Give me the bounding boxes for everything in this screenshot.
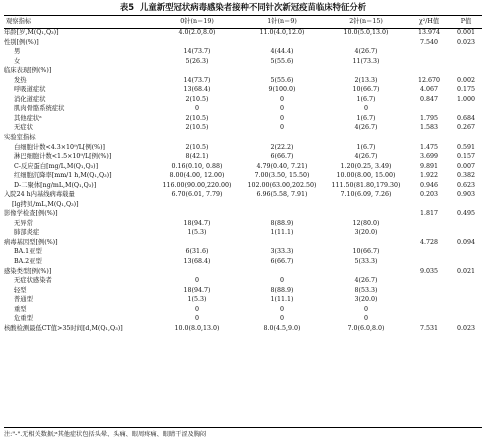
group-1-value: 6.96(5.58, 7.91) — [256, 191, 308, 199]
row-label: 消化道症状 — [14, 95, 46, 103]
p-value — [450, 295, 482, 305]
group-0-value: 0 — [194, 305, 199, 313]
p-value: 0.267 — [456, 124, 476, 132]
statistic-value — [408, 286, 450, 296]
table-row — [4, 123, 482, 133]
bottom-rule — [4, 427, 482, 428]
table-row — [4, 152, 482, 162]
p-value: 0.591 — [456, 143, 476, 151]
group-1-value: 9(100.0) — [268, 86, 296, 94]
group-1-value: 8(88.9) — [270, 219, 294, 227]
table-number: 表5 — [119, 2, 135, 12]
row-label-line-2: [lg拷贝/mL,M(Q₁,Q₃)] — [12, 200, 79, 208]
p-value — [450, 247, 482, 257]
statistic-value — [408, 305, 450, 315]
statistic-value — [408, 219, 450, 229]
table-row — [4, 190, 482, 209]
group-1-value: 4.79(0.40, 7.21) — [256, 162, 308, 170]
group-2-value: 10(66.7) — [352, 248, 380, 256]
group-1-value: 0 — [279, 95, 284, 103]
table-title: 儿童新型冠状病毒感染者接种不同针次新冠疫苗临床特征分析 — [140, 2, 367, 12]
statistic-value — [408, 104, 450, 114]
statistic-value — [408, 228, 450, 238]
group-2-value: 7.0(6.0,8.0) — [347, 324, 385, 332]
p-value — [450, 57, 482, 67]
table-body — [4, 28, 482, 333]
row-label: 无异常 — [14, 219, 33, 227]
p-value — [450, 219, 482, 229]
group-2-value: 1(6.7) — [356, 143, 376, 151]
p-value: 0.903 — [456, 191, 476, 199]
statistic-value — [408, 133, 450, 143]
group-0-value: 2(10.5) — [185, 114, 209, 122]
group-0-value: 2(10.5) — [185, 143, 209, 151]
group-1-value — [240, 238, 324, 248]
group-1-value: 8(88.9) — [270, 286, 294, 294]
row-label: BA.2亚型 — [14, 258, 42, 266]
p-value — [450, 47, 482, 57]
statistic-value: 0.847 — [419, 95, 439, 103]
p-value — [450, 276, 482, 286]
p-value: 0.007 — [456, 162, 476, 170]
p-value: 0.623 — [456, 181, 476, 189]
table-row — [4, 257, 482, 267]
group-0-value: 0 — [194, 277, 199, 285]
p-value — [450, 257, 482, 267]
statistic-value: 13.974 — [417, 29, 441, 36]
table-row — [4, 28, 482, 38]
group-1-value: 0 — [279, 315, 284, 323]
row-label: 肌肉骨骼系统症状 — [14, 105, 65, 113]
group-1-value: 7.00(3.50, 15.50) — [254, 172, 310, 180]
row-label — [4, 190, 154, 209]
group-2-value: 5(33.3) — [354, 258, 378, 266]
group-0-value — [154, 267, 240, 277]
group-2-value: 4(26.7) — [354, 277, 378, 285]
group-2-value: 1(6.7) — [356, 114, 376, 122]
p-value — [450, 133, 482, 143]
group-1-value — [240, 66, 324, 76]
table-row — [4, 38, 482, 48]
group-0-value: 18(94.7) — [183, 219, 211, 227]
statistic-value — [408, 295, 450, 305]
group-0-value: 4.0(2.0,8.0) — [178, 29, 216, 36]
statistic-value: 9.035 — [419, 267, 439, 275]
group-1-value: 0 — [279, 105, 284, 113]
row-label: 临床表现[例(%)] — [4, 67, 52, 75]
group-2-value: 4(26.7) — [354, 48, 378, 56]
statistic-value — [408, 314, 450, 324]
statistic-value: 7.540 — [419, 38, 439, 46]
group-0-value: 6(31.6) — [185, 248, 209, 256]
statistic-value: 1.583 — [419, 124, 439, 132]
group-2-value — [324, 133, 408, 143]
p-value: 0.382 — [456, 172, 476, 180]
p-value: 0.094 — [456, 238, 476, 246]
group-2-value — [324, 66, 408, 76]
group-0-value: 2(10.5) — [185, 95, 209, 103]
row-label: 感染类型[例(%)] — [4, 267, 52, 275]
table-row — [4, 133, 482, 143]
p-value: 0.001 — [456, 29, 476, 36]
p-value: 0.684 — [456, 114, 476, 122]
row-label: 男 — [14, 48, 21, 56]
group-0-value: 0 — [194, 315, 199, 323]
group-2-value: 10(66.7) — [352, 86, 380, 94]
group-2-value: 1(6.7) — [356, 95, 376, 103]
group-0-value: 14(73.7) — [183, 76, 211, 84]
header-group-1: 1针(n＝9) — [267, 18, 297, 25]
statistic-value: 1.817 — [419, 210, 439, 218]
table-header — [4, 15, 482, 28]
group-2-value: 3(20.0) — [354, 229, 378, 237]
row-label: 淋巴细胞计数<1.5×10⁹/L[例(%)] — [14, 153, 112, 161]
group-0-value: 13(68.4) — [183, 258, 211, 266]
group-2-value — [324, 38, 408, 48]
table-row — [4, 47, 482, 57]
group-2-value: 10.0(5.0,13.0) — [343, 29, 389, 36]
group-2-value: 3(20.0) — [354, 296, 378, 304]
table-row — [4, 57, 482, 67]
group-1-value: 0 — [279, 277, 284, 285]
group-0-value: 8(42.1) — [185, 153, 209, 161]
group-1-value: 5(55.6) — [270, 76, 294, 84]
table-row — [4, 162, 482, 172]
group-1-value: 4(44.4) — [270, 48, 294, 56]
p-value: 0.023 — [456, 38, 476, 46]
table-row — [4, 276, 482, 286]
group-2-value: 111.50(81.80,179.30) — [331, 181, 401, 189]
group-0-value — [154, 66, 240, 76]
row-label: 影像学检查[例(%)] — [4, 210, 58, 218]
p-value — [450, 66, 482, 76]
group-1-value: 0 — [279, 124, 284, 132]
statistic-value: 1.475 — [419, 143, 439, 151]
group-1-value: 0 — [279, 305, 284, 313]
group-2-value: 2(13.3) — [354, 76, 378, 84]
row-label: 核酸检测最低CT值>35时间[d,M(Q₁,Q₃)] — [4, 324, 123, 332]
row-label-line-1: 入院24 h内基线病毒载量 — [4, 191, 75, 199]
p-value: 0.495 — [456, 210, 476, 218]
table-caption — [0, 1, 486, 14]
group-2-value — [324, 238, 408, 248]
group-0-value: 116.00(90.00,220.00) — [162, 181, 232, 189]
group-0-value — [154, 209, 240, 219]
table-row — [4, 66, 482, 76]
statistic-value: 1.922 — [419, 172, 439, 180]
group-2-value: 7.10(6.09, 7.26) — [340, 191, 392, 199]
p-value — [450, 314, 482, 324]
row-label: 重型 — [14, 305, 27, 313]
p-value — [450, 305, 482, 315]
table-row — [4, 314, 482, 324]
table-row — [4, 181, 482, 191]
row-label: 无症状 — [14, 124, 33, 132]
group-0-value — [154, 133, 240, 143]
group-1-value: 0 — [279, 114, 284, 122]
data-table — [4, 15, 482, 333]
group-2-value: 0 — [363, 305, 368, 313]
table-footnote: 注:"-".无相关数据;ᵃ其他症状包括头晕、头痛、眼周疼痛、眼睛干涩及胸闷 — [4, 431, 207, 438]
group-0-value: 0 — [194, 105, 199, 113]
row-label: D-二聚体[ng/mL,M(Q₁,Q₃)] — [14, 181, 97, 189]
p-value: 0.002 — [456, 76, 476, 84]
p-value — [450, 104, 482, 114]
row-label: 白细胞计数<4.3×10⁹/L[例(%)] — [14, 143, 105, 151]
p-value: 0.021 — [456, 267, 476, 275]
statistic-value: 4.067 — [419, 86, 439, 94]
table-row — [4, 295, 482, 305]
group-1-value: 8.0(4.5,9.0) — [263, 324, 301, 332]
table-row — [4, 238, 482, 248]
table-row — [4, 85, 482, 95]
row-label: 其他症状ᵃ — [14, 114, 42, 122]
row-label: 性别[例(%)] — [4, 38, 39, 46]
group-1-value: 11.0(4.0,12.0) — [259, 29, 305, 36]
group-2-value: 11(73.3) — [352, 57, 380, 65]
header-label: 观察指标 — [6, 18, 32, 25]
group-2-value — [324, 267, 408, 277]
header-statistic: χ²/H值 — [418, 18, 440, 25]
table-row — [4, 209, 482, 219]
group-0-value — [154, 38, 240, 48]
row-label: 病毒基因型[例(%)] — [4, 238, 58, 246]
group-1-value: 6(66.7) — [270, 153, 294, 161]
group-2-value: 8(53.3) — [354, 286, 378, 294]
p-value: 0.023 — [456, 324, 476, 332]
group-1-value — [240, 38, 324, 48]
group-1-value: 6(66.7) — [270, 258, 294, 266]
p-value: 0.157 — [456, 153, 476, 161]
statistic-value: 3.699 — [419, 153, 439, 161]
group-0-value: 6.70(6.01, 7.79) — [171, 191, 223, 199]
group-0-value: 2(10.5) — [185, 124, 209, 132]
statistic-value — [408, 257, 450, 267]
group-0-value: 1(5.3) — [187, 229, 207, 237]
row-label: 无症状感染者 — [14, 277, 52, 285]
group-0-value: 1(5.3) — [187, 296, 207, 304]
statistic-value: 4.728 — [419, 238, 439, 246]
group-2-value: 4(26.7) — [354, 124, 378, 132]
statistic-value: 12.670 — [417, 76, 441, 84]
statistic-value — [408, 47, 450, 57]
row-label: 危重型 — [14, 315, 33, 323]
group-2-value: 4(26.7) — [354, 153, 378, 161]
header-p-value: P值 — [460, 18, 472, 25]
group-2-value — [324, 209, 408, 219]
row-label: 肺部炎症 — [14, 229, 40, 237]
group-0-value: 10.0(8.0,13.0) — [174, 324, 220, 332]
group-1-value: 102.00(63.00,202.50) — [247, 181, 317, 189]
row-label: 红细胞沉降率[mm/1 h,M(Q₁,Q₃)] — [14, 172, 112, 180]
group-1-value: 1(11.1) — [270, 296, 294, 304]
p-value: 1.000 — [456, 95, 476, 103]
table-row — [4, 143, 482, 153]
table-row — [4, 95, 482, 105]
table-row — [4, 305, 482, 315]
group-0-value: 18(94.7) — [183, 286, 211, 294]
group-0-value: 13(68.4) — [183, 86, 211, 94]
row-label: 女 — [14, 57, 21, 65]
statistic-value: 0.203 — [419, 191, 439, 199]
statistic-value — [408, 276, 450, 286]
p-value: 0.175 — [456, 86, 476, 94]
table-row — [4, 247, 482, 257]
table-row — [4, 219, 482, 229]
group-0-value: 14(73.7) — [183, 48, 211, 56]
table-row — [4, 267, 482, 277]
statistic-value — [408, 247, 450, 257]
table-row — [4, 324, 482, 334]
row-label: 年龄[岁,M(Q₁,Q₃)] — [4, 29, 59, 36]
table-row — [4, 286, 482, 296]
group-2-value: 0 — [363, 105, 368, 113]
group-2-value: 10.00(8.00, 15.00) — [336, 172, 396, 180]
group-1-value — [240, 267, 324, 277]
row-label: 实验室指标 — [4, 134, 36, 142]
group-0-value: 5(26.3) — [185, 57, 209, 65]
group-1-value: 1(11.1) — [270, 229, 294, 237]
header-group-0: 0针(n＝19) — [180, 18, 214, 25]
group-0-value — [154, 238, 240, 248]
statistic-value: 9.891 — [419, 162, 439, 170]
group-0-value: 8.00(4.00, 12.00) — [169, 172, 225, 180]
group-2-value: 12(80.0) — [352, 219, 380, 227]
group-1-value: 2(22.2) — [270, 143, 294, 151]
table-row — [4, 114, 482, 124]
row-label: 发热 — [14, 76, 27, 84]
group-2-value: 0 — [363, 315, 368, 323]
table-row — [4, 104, 482, 114]
statistic-value: 1.795 — [419, 114, 439, 122]
group-2-value: 1.20(0.25, 3.49) — [340, 162, 392, 170]
group-0-value: 0.16(0.10, 0.88) — [171, 162, 223, 170]
group-1-value: 5(55.6) — [270, 57, 294, 65]
group-1-value — [240, 209, 324, 219]
group-1-value: 3(33.3) — [270, 248, 294, 256]
header-row — [4, 15, 482, 28]
row-label: 轻型 — [14, 286, 27, 294]
p-value — [450, 286, 482, 296]
p-value — [450, 228, 482, 238]
row-label: BA.1亚型 — [14, 248, 42, 256]
statistic-value: 7.531 — [419, 324, 439, 332]
table-row — [4, 171, 482, 181]
statistic-value — [408, 66, 450, 76]
statistic-value — [408, 57, 450, 67]
group-1-value — [240, 133, 324, 143]
table-row — [4, 76, 482, 86]
header-group-2: 2针(n＝15) — [349, 18, 383, 25]
row-label: C-反应蛋白[mg/L,M(Q₁,Q₃)] — [14, 162, 99, 170]
row-label: 普通型 — [14, 296, 33, 304]
statistic-value: 0.946 — [419, 181, 439, 189]
row-label: 呼吸道症状 — [14, 86, 46, 94]
table-row — [4, 228, 482, 238]
